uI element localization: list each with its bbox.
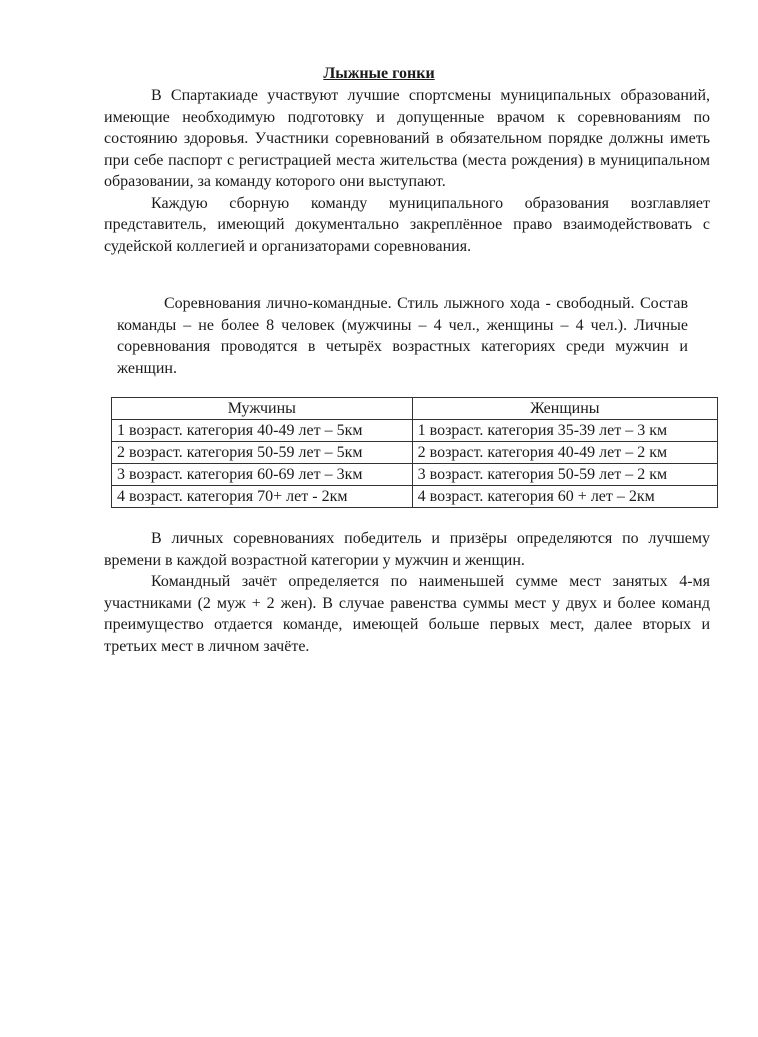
format-section [117,293,688,379]
table-cell-women: 4 возраст. категория 60 + лет – 2км [412,486,717,508]
table-row [112,420,718,442]
intro-section [104,85,710,257]
results-paragraph-individual: В личных соревнованиях победитель и призёры определяются по лучшему времени в каждой возрастной категории у мужчин и женщин. [104,530,710,569]
intro-paragraph-representative: Каждую сборную команду муниципального образования возглавляет представитель, имеющий документально закреплённое право взаимодействовать с судейской коллегией и организаторами соревнования. [104,194,710,255]
table-cell-men: 2 возраст. категория 50-59 лет – 5км [112,442,413,464]
table-header-women: Женщины [412,398,717,420]
table-cell-men: 4 возраст. категория 70+ лет - 2км [112,486,413,508]
table-row [112,442,718,464]
table-cell-men: 1 возраст. категория 40-49 лет – 5км [112,420,413,442]
age-categories-table [111,397,718,508]
intro-paragraph-participants: В Спартакиаде участвуют лучшие спортсмены муниципальных образований, имеющие необходимую подготовку и допущенные врачом к соревнованиям по состоянию здоровья. Участники соревнований в обязательном порядке должны иметь при себе паспорт с регистрацией места жительства (места рождения) в муниципальном образовании, за команду которого они выступают. [104,87,710,190]
table-row [112,464,718,486]
format-paragraph: Соревнования лично-командные. Стиль лыжного хода - свободный. Состав команды – не более 8 человек (мужчины – 4 чел., женщины – 4 чел.). Личные соревнования проводятся в четырёх возрастных категориях среди мужчин и женщин. [117,295,688,377]
table-header-men: Мужчины [112,398,413,420]
results-paragraph-team: Командный зачёт определяется по наименьшей сумме мест занятых 4-мя участниками (2 муж + 2 жен). В случае равенства суммы мест у двух и более команд преимущество отдается команде, имеющей больше первых мест, далее вторых и третьих мест в личном зачёте. [104,573,710,655]
results-section [104,528,710,657]
table-cell-women: 1 возраст. категория 35-39 лет – 3 км [412,420,717,442]
table-header-row [112,398,718,420]
table-cell-men: 3 возраст. категория 60-69 лет – 3км [112,464,413,486]
table-row [112,486,718,508]
table-cell-women: 2 возраст. категория 40-49 лет – 2 км [412,442,717,464]
table-cell-women: 3 возраст. категория 50-59 лет – 2 км [412,464,717,486]
page-title: Лыжные гонки [323,65,435,82]
